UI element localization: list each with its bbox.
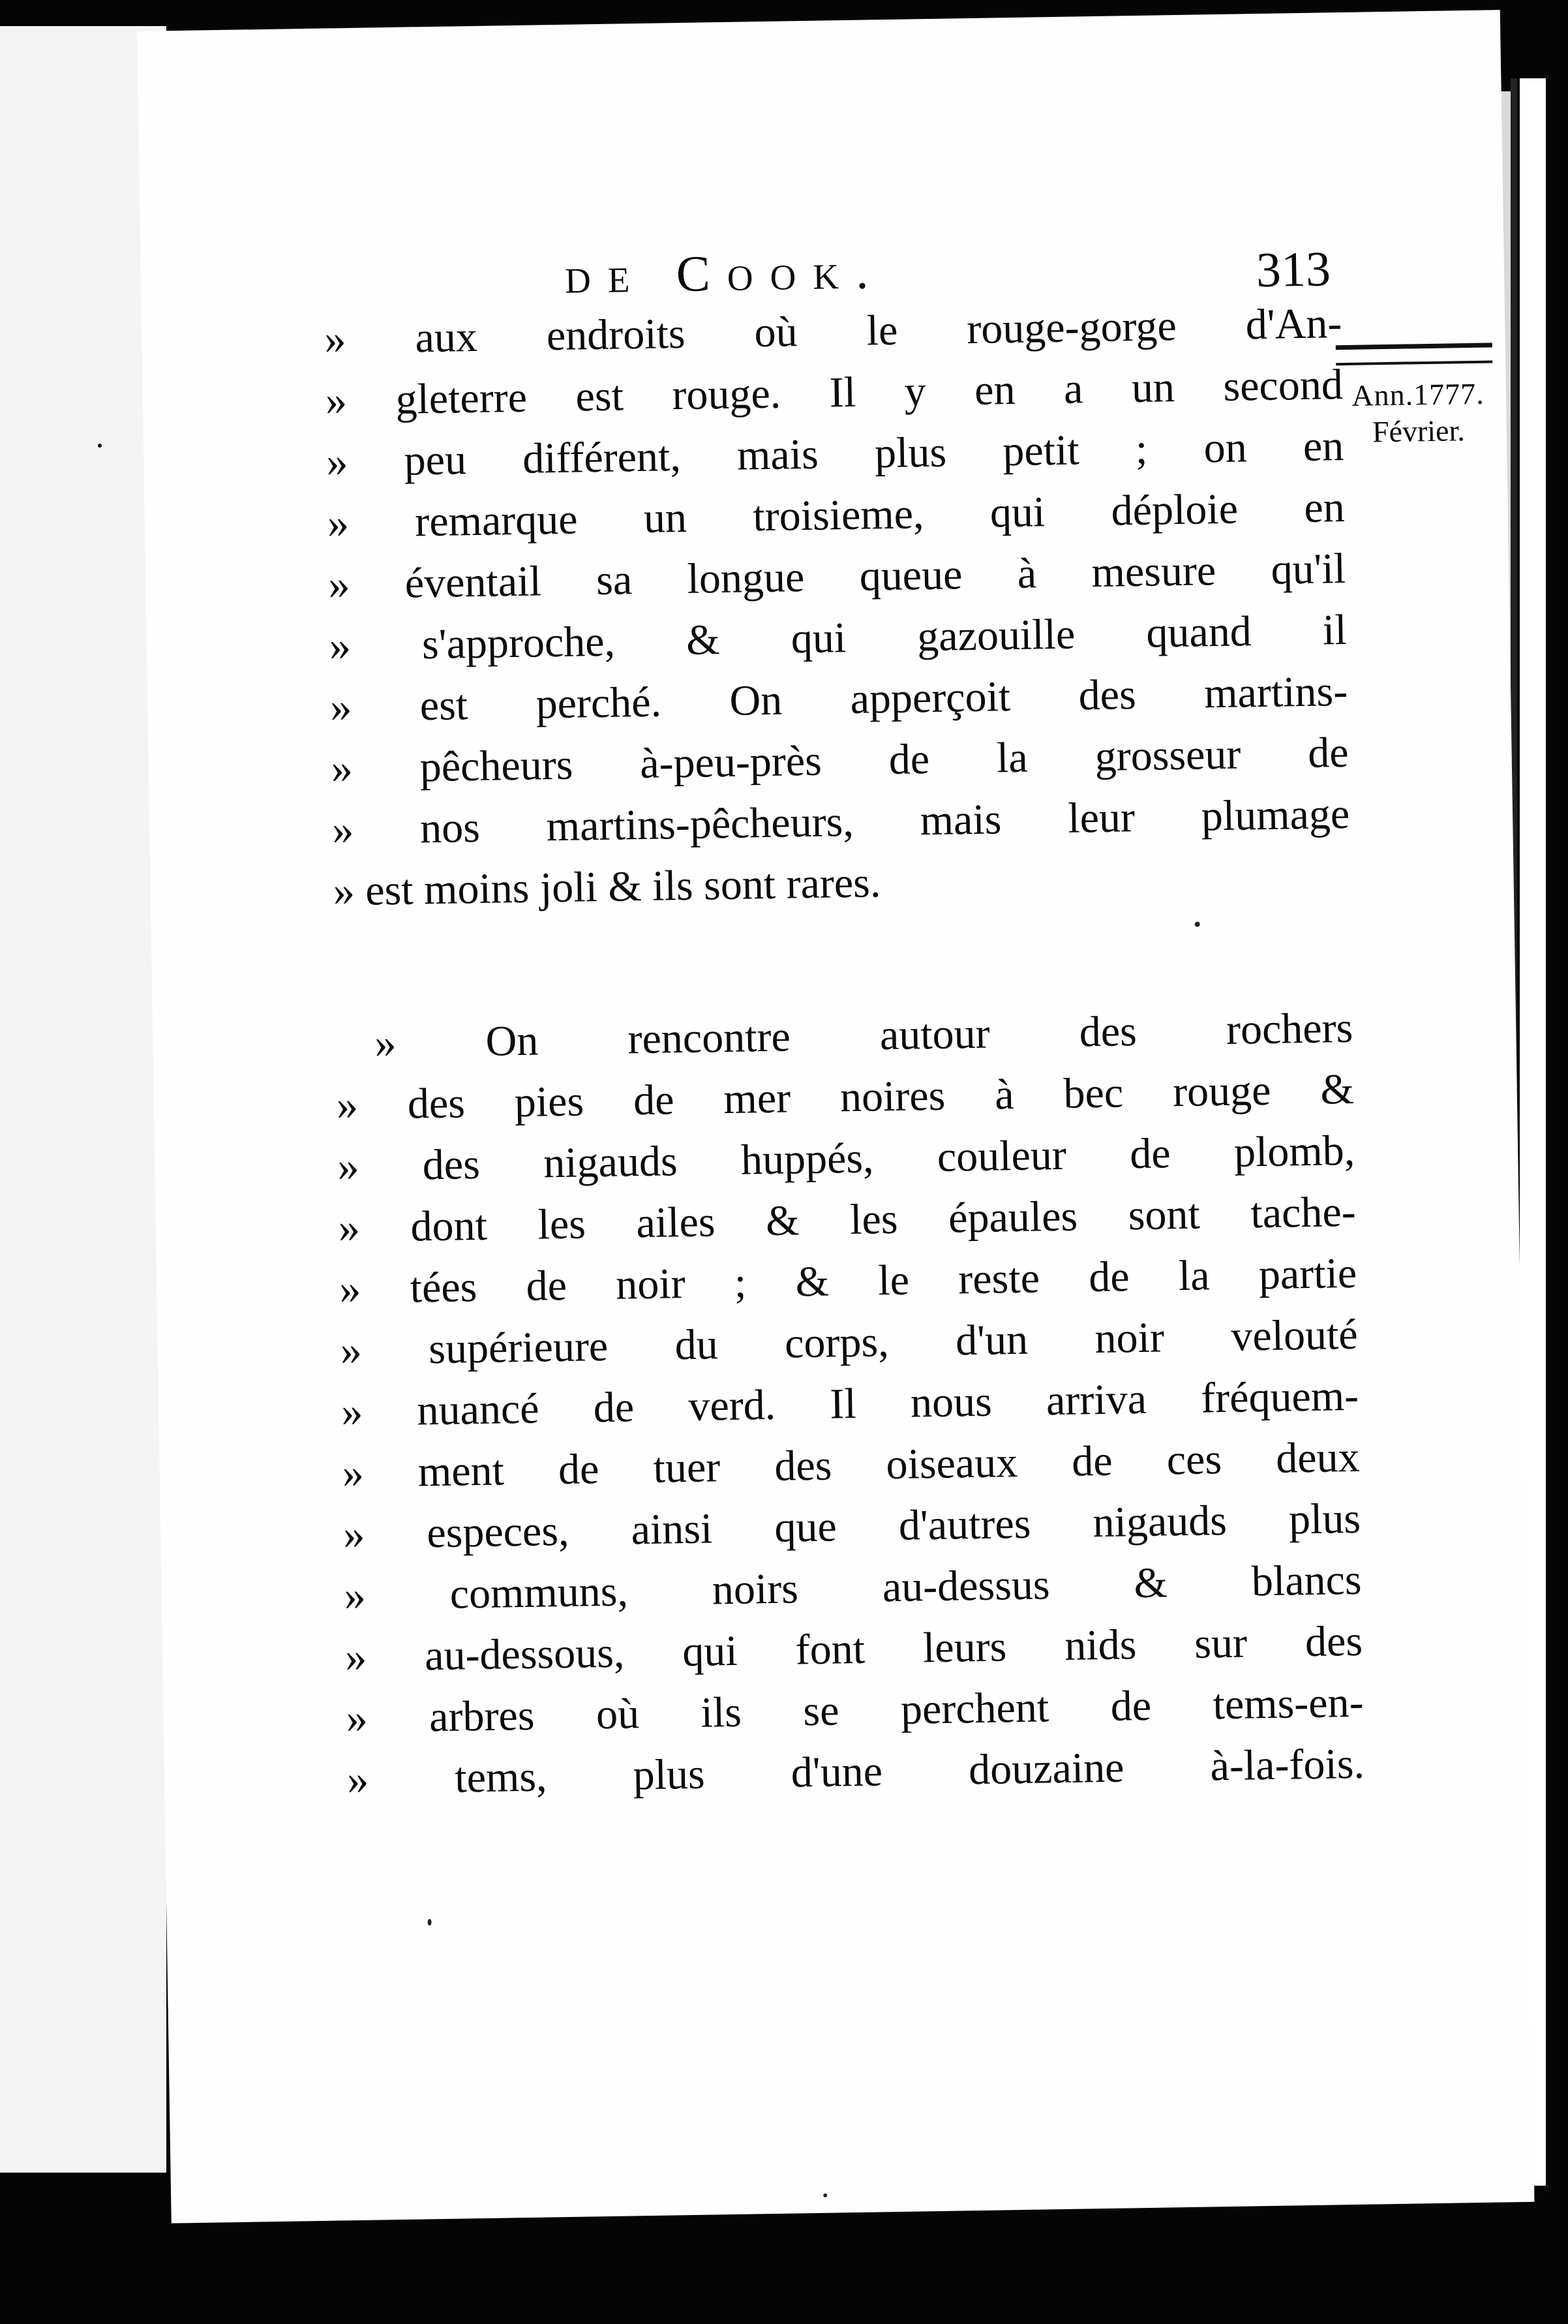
text-line: » nos martins-pêcheurs, mais leur plumage xyxy=(331,789,1350,854)
paragraph-2 xyxy=(335,998,1365,1811)
text-line: » est moins joli & ils sont rares. xyxy=(333,859,881,915)
text-line: » supérieure du corps, d'un noir velouté xyxy=(340,1310,1359,1375)
text-line: » ment de tuer des oiseaux de ces deux xyxy=(342,1433,1361,1497)
text-line: » remarque un troisieme, qui déploie en xyxy=(327,483,1346,547)
text-line: » gleterre est rouge. Il y en a un second xyxy=(325,361,1344,425)
body-text xyxy=(324,293,1365,1811)
paragraph-1 xyxy=(324,293,1351,922)
text-line: » des pies de mer noires à bec rouge & xyxy=(336,1065,1355,1129)
text-line: » nuancé de verd. Il nous arriva fréquem- xyxy=(340,1371,1359,1436)
text-line: » aux endroits où le rouge-gorge d'An- xyxy=(324,299,1342,363)
text-line: » dont les ailes & les épaules sont tache- xyxy=(338,1187,1357,1252)
text-line: » pêcheurs à-peu-près de la grosseur de xyxy=(331,728,1349,793)
page-number: 313 xyxy=(1256,241,1331,298)
margin-note-month: Février. xyxy=(1372,414,1466,449)
text-line: » On rencontre autour des rochers xyxy=(374,1003,1353,1067)
text-line: » communs, noirs au-dessus & blancs xyxy=(344,1555,1363,1620)
text-line: » au-dessous, qui font leurs nids sur des xyxy=(344,1617,1363,1681)
ink-speck xyxy=(428,1919,432,1925)
text-line: » arbres où ils se perchent de tems-en- xyxy=(346,1678,1364,1743)
ink-speck xyxy=(823,2194,827,2197)
text-line: » tées de noir ; & le reste de la partie xyxy=(339,1249,1357,1313)
margin-double-rule xyxy=(1336,343,1492,365)
running-title: de Cook. xyxy=(564,242,886,304)
text-line: » éventail sa longue queue à mesure qu'il xyxy=(327,544,1346,609)
text-line: » peu différent, mais plus petit ; on en xyxy=(325,422,1344,486)
text-line: » des nigauds huppés, couleur de plomb, xyxy=(337,1126,1355,1191)
text-line: » s'approche, & qui gazouille quand il xyxy=(329,605,1348,670)
margin-note xyxy=(1330,375,1507,451)
margin-note-year: Ann.1777. xyxy=(1351,376,1485,412)
ink-speck xyxy=(1195,922,1200,927)
text-line: » especes, ainsi que d'autres nigauds plus xyxy=(342,1494,1361,1559)
book-page xyxy=(137,10,1535,2223)
text-line: » est perché. On apperçoit des martins- xyxy=(329,667,1348,731)
text-line: » tems, plus d'une douzaine à-la-fois. xyxy=(346,1739,1365,1804)
